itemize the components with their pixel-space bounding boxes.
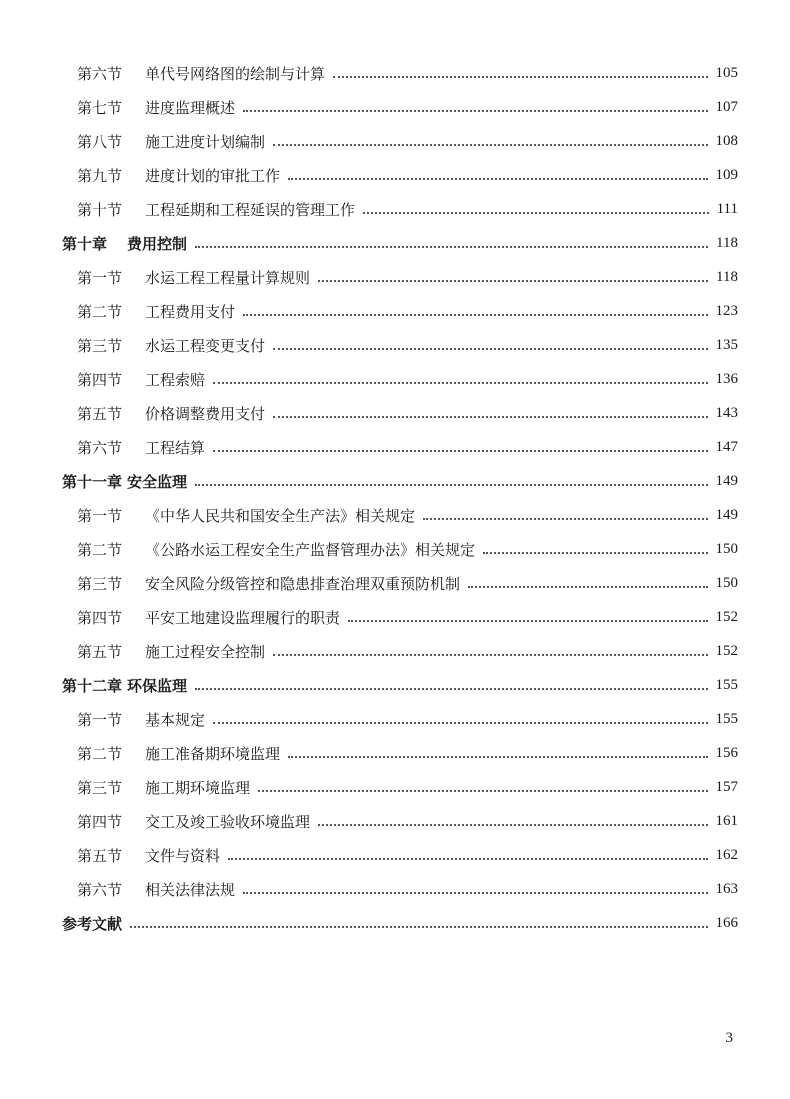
toc-entry-page: 147 [715,438,738,455]
dot-leader [288,177,707,180]
toc-entry-number: 第三节 [77,778,123,797]
toc-section-entry[interactable] [0,158,790,192]
toc-entry-number: 第一节 [77,506,123,525]
dot-leader [273,653,707,656]
toc-entry-title: 工程延期和工程延误的管理工作 [145,200,356,219]
toc-entry-page: 166 [715,914,738,931]
toc-entry-page: 135 [715,336,738,353]
toc-entry-page: 118 [716,268,738,285]
toc-entry-page: 155 [715,710,738,727]
toc-entry-number: 第一节 [77,710,123,729]
dot-leader [348,619,707,622]
dot-leader [483,551,707,554]
table-of-contents [0,56,790,940]
toc-entry-title: 文件与资料 [145,846,221,865]
toc-entry-title: 《公路水运工程安全生产监督管理办法》相关规定 [145,540,476,559]
dot-leader [423,517,707,520]
dot-leader [333,75,707,78]
toc-section-entry[interactable] [0,532,790,566]
toc-section-entry[interactable] [0,260,790,294]
toc-entry-page: 105 [715,64,738,81]
toc-entry-page: 111 [716,200,738,217]
toc-entry-title: 进度计划的审批工作 [145,166,281,185]
toc-section-entry[interactable] [0,430,790,464]
toc-entry-number: 第五节 [77,642,123,661]
toc-section-entry[interactable] [0,90,790,124]
dot-leader [318,823,707,826]
toc-entry-page: 107 [715,98,738,115]
toc-entry-title: 参考文献 [62,914,123,933]
toc-section-entry[interactable] [0,736,790,770]
toc-entry-page: 109 [715,166,738,183]
toc-entry-title: 施工期环境监理 [145,778,251,797]
toc-section-entry[interactable] [0,192,790,226]
dot-leader [258,789,707,792]
toc-entry-title: 施工过程安全控制 [145,642,266,661]
toc-chapter-entry[interactable] [0,906,790,940]
toc-entry-number: 第六节 [77,438,123,457]
toc-section-entry[interactable] [0,56,790,90]
toc-entry-title: 水运工程工程量计算规则 [145,268,311,287]
toc-section-entry[interactable] [0,566,790,600]
toc-section-entry[interactable] [0,702,790,736]
toc-entry-number: 第十二章 [62,676,123,695]
toc-section-entry[interactable] [0,634,790,668]
toc-entry-page: 162 [715,846,738,863]
toc-entry-page: 163 [715,880,738,897]
dot-leader [468,585,707,588]
toc-section-entry[interactable] [0,124,790,158]
toc-entry-number: 第十章 [62,234,108,253]
toc-entry-page: 123 [715,302,738,319]
toc-entry-page: 156 [715,744,738,761]
toc-entry-number: 第一节 [77,268,123,287]
toc-entry-number: 第九节 [77,166,123,185]
toc-section-entry[interactable] [0,804,790,838]
toc-entry-page: 149 [715,472,738,489]
toc-entry-title: 平安工地建设监理履行的职责 [145,608,341,627]
toc-entry-number: 第十一章 [62,472,123,491]
dot-leader [243,109,707,112]
dot-leader [213,449,707,452]
toc-entry-title: 交工及竣工验收环境监理 [145,812,311,831]
dot-leader [228,857,707,860]
toc-entry-page: 150 [715,540,738,557]
page-number: 3 [725,1030,733,1046]
toc-entry-number: 第四节 [77,608,123,627]
dot-leader [195,483,707,486]
toc-entry-title: 安全监理 [127,472,188,491]
toc-entry-number: 第五节 [77,846,123,865]
toc-entry-number: 第十节 [77,200,123,219]
dot-leader [213,721,707,724]
toc-entry-page: 161 [715,812,738,829]
dot-leader [195,245,708,248]
toc-entry-title: 单代号网络图的绘制与计算 [145,64,326,83]
toc-entry-number: 第四节 [77,812,123,831]
toc-chapter-entry[interactable] [0,464,790,498]
toc-entry-title: 施工准备期环境监理 [145,744,281,763]
toc-section-entry[interactable] [0,770,790,804]
toc-entry-title: 安全风险分级管控和隐患排查治理双重预防机制 [145,574,461,593]
toc-entry-number: 第二节 [77,744,123,763]
toc-entry-number: 第五节 [77,404,123,423]
toc-entry-page: 157 [715,778,738,795]
dot-leader [213,381,707,384]
dot-leader [273,415,707,418]
toc-section-entry[interactable] [0,498,790,532]
toc-entry-title: 环保监理 [127,676,188,695]
toc-chapter-entry[interactable] [0,668,790,702]
toc-entry-number: 第六节 [77,880,123,899]
toc-entry-number: 第四节 [77,370,123,389]
toc-entry-title: 价格调整费用支付 [145,404,266,423]
toc-entry-page: 143 [715,404,738,421]
toc-entry-page: 150 [715,574,738,591]
toc-entry-title: 进度监理概述 [145,98,236,117]
toc-entry-number: 第六节 [77,64,123,83]
dot-leader [318,279,708,282]
dot-leader [243,313,707,316]
toc-entry-number: 第二节 [77,540,123,559]
dot-leader [273,347,707,350]
toc-entry-page: 152 [715,608,738,625]
toc-entry-title: 《中华人民共和国安全生产法》相关规定 [145,506,416,525]
toc-chapter-entry[interactable] [0,226,790,260]
toc-entry-number: 第三节 [77,574,123,593]
toc-entry-page: 136 [715,370,738,387]
toc-entry-page: 118 [716,234,738,251]
toc-section-entry[interactable] [0,328,790,362]
toc-entry-title: 水运工程变更支付 [145,336,266,355]
dot-leader [195,687,707,690]
toc-entry-number: 第二节 [77,302,123,321]
toc-entry-title: 工程索赔 [145,370,206,389]
toc-entry-number: 第三节 [77,336,123,355]
dot-leader [273,143,707,146]
toc-entry-title: 费用控制 [127,234,188,253]
dot-leader [288,755,707,758]
toc-entry-number: 第八节 [77,132,123,151]
toc-section-entry[interactable] [0,362,790,396]
toc-section-entry[interactable] [0,294,790,328]
toc-entry-page: 152 [715,642,738,659]
dot-leader [130,925,707,928]
toc-entry-title: 相关法律法规 [145,880,236,899]
toc-section-entry[interactable] [0,872,790,906]
toc-entry-page: 155 [715,676,738,693]
toc-entry-page: 108 [715,132,738,149]
toc-entry-number: 第七节 [77,98,123,117]
toc-section-entry[interactable] [0,396,790,430]
toc-section-entry[interactable] [0,838,790,872]
toc-entry-title: 工程结算 [145,438,206,457]
toc-entry-title: 基本规定 [145,710,206,729]
toc-entry-title: 工程费用支付 [145,302,236,321]
toc-section-entry[interactable] [0,600,790,634]
dot-leader [363,211,709,214]
toc-entry-page: 149 [715,506,738,523]
toc-entry-title: 施工进度计划编制 [145,132,266,151]
dot-leader [243,891,707,894]
